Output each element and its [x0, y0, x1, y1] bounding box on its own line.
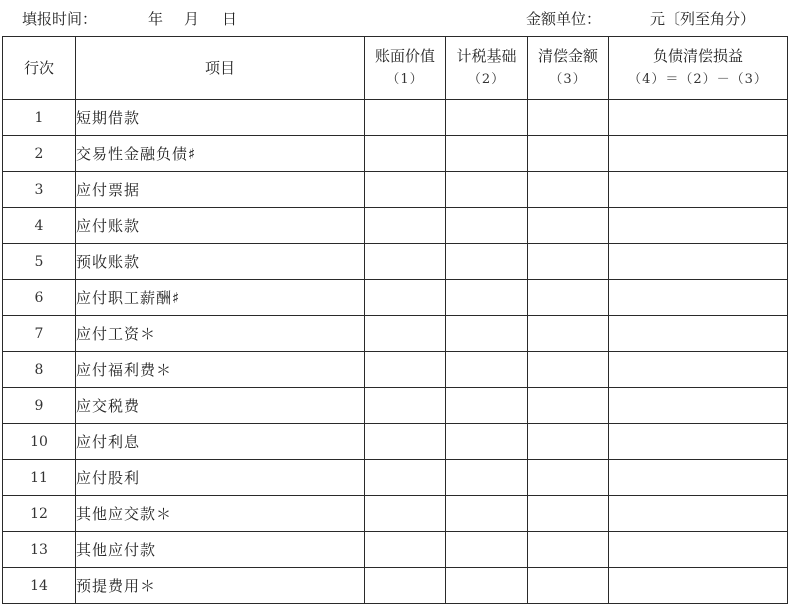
book-value-cell[interactable] — [365, 352, 446, 388]
table-row — [3, 280, 788, 316]
year-label: 年 — [148, 10, 164, 28]
settlement-amount-cell[interactable] — [528, 100, 609, 136]
col-header-tax-base — [446, 37, 528, 100]
col-header-book-value — [365, 37, 446, 100]
gain-loss-cell[interactable] — [609, 460, 788, 496]
table-header-row — [3, 37, 788, 100]
col-header-book-value-label: 账面价值 — [374, 47, 435, 65]
settlement-amount-cell[interactable] — [528, 460, 609, 496]
item-name: 应付工资＊ — [76, 316, 365, 352]
book-value-cell[interactable] — [365, 388, 446, 424]
tax-base-cell[interactable] — [446, 280, 528, 316]
table-row — [3, 100, 788, 136]
tax-base-cell[interactable] — [446, 424, 528, 460]
amount-unit-label: 金额单位： — [526, 10, 602, 28]
table-row — [3, 352, 788, 388]
tax-base-cell[interactable] — [446, 172, 528, 208]
item-name: 应付账款 — [76, 208, 365, 244]
settlement-amount-cell[interactable] — [528, 172, 609, 208]
col-header-tax-base-label: 计税基础 — [456, 47, 517, 65]
liability-settlement-table — [2, 36, 788, 604]
row-number: 5 — [3, 244, 76, 280]
row-number: 7 — [3, 316, 76, 352]
book-value-cell[interactable] — [365, 424, 446, 460]
gain-loss-cell[interactable] — [609, 172, 788, 208]
book-value-cell[interactable] — [365, 316, 446, 352]
table-row — [3, 568, 788, 604]
gain-loss-cell[interactable] — [609, 208, 788, 244]
book-value-cell[interactable] — [365, 532, 446, 568]
table-row — [3, 460, 788, 496]
book-value-cell[interactable] — [365, 208, 446, 244]
settlement-amount-cell[interactable] — [528, 496, 609, 532]
item-name: 应付福利费＊ — [76, 352, 365, 388]
book-value-cell[interactable] — [365, 136, 446, 172]
row-number: 12 — [3, 496, 76, 532]
book-value-cell[interactable] — [365, 244, 446, 280]
table-row — [3, 316, 788, 352]
gain-loss-cell[interactable] — [609, 100, 788, 136]
table-row — [3, 424, 788, 460]
settlement-amount-cell[interactable] — [528, 136, 609, 172]
tax-base-cell[interactable] — [446, 208, 528, 244]
col-header-settlement-no: （3） — [549, 72, 587, 87]
col-header-gain-loss — [609, 37, 788, 100]
tax-base-cell[interactable] — [446, 244, 528, 280]
gain-loss-cell[interactable] — [609, 352, 788, 388]
settlement-amount-cell[interactable] — [528, 424, 609, 460]
item-name: 交易性金融负债♯ — [76, 136, 365, 172]
book-value-cell[interactable] — [365, 172, 446, 208]
tax-base-cell[interactable] — [446, 496, 528, 532]
table-row — [3, 136, 788, 172]
row-number: 6 — [3, 280, 76, 316]
row-number: 10 — [3, 424, 76, 460]
book-value-cell[interactable] — [365, 460, 446, 496]
row-number: 14 — [3, 568, 76, 604]
table-row — [3, 532, 788, 568]
row-number: 9 — [3, 388, 76, 424]
tax-base-cell[interactable] — [446, 316, 528, 352]
item-name: 应交税费 — [76, 388, 365, 424]
table-row — [3, 244, 788, 280]
col-header-item: 项目 — [76, 37, 365, 100]
book-value-cell[interactable] — [365, 280, 446, 316]
settlement-amount-cell[interactable] — [528, 244, 609, 280]
settlement-amount-cell[interactable] — [528, 388, 609, 424]
tax-base-cell[interactable] — [446, 568, 528, 604]
col-header-row-no: 行次 — [3, 37, 76, 100]
tax-base-cell[interactable] — [446, 388, 528, 424]
item-name: 预提费用＊ — [76, 568, 365, 604]
book-value-cell[interactable] — [365, 496, 446, 532]
row-number: 3 — [3, 172, 76, 208]
settlement-amount-cell[interactable] — [528, 280, 609, 316]
item-name: 应付票据 — [76, 172, 365, 208]
row-number: 1 — [3, 100, 76, 136]
book-value-cell[interactable] — [365, 568, 446, 604]
table-body — [3, 100, 788, 604]
col-header-gain-loss-formula: （4）＝（2）－（3） — [628, 72, 768, 87]
tax-base-cell[interactable] — [446, 100, 528, 136]
gain-loss-cell[interactable] — [609, 136, 788, 172]
col-header-settlement — [528, 37, 609, 100]
month-label: 月 — [184, 10, 200, 28]
gain-loss-cell[interactable] — [609, 244, 788, 280]
item-name: 预收账款 — [76, 244, 365, 280]
settlement-amount-cell[interactable] — [528, 208, 609, 244]
item-name: 短期借款 — [76, 100, 365, 136]
item-name: 其他应交款＊ — [76, 496, 365, 532]
table-row — [3, 496, 788, 532]
fill-date-label: 填报时间： — [22, 10, 98, 28]
settlement-amount-cell[interactable] — [528, 568, 609, 604]
row-number: 13 — [3, 532, 76, 568]
tax-base-cell[interactable] — [446, 352, 528, 388]
row-number: 2 — [3, 136, 76, 172]
col-header-settlement-label: 清偿金额 — [537, 47, 598, 65]
gain-loss-cell[interactable] — [609, 532, 788, 568]
col-header-tax-base-no: （2） — [467, 72, 506, 87]
item-name: 应付利息 — [76, 424, 365, 460]
col-header-book-value-no: （1） — [386, 72, 424, 87]
tax-base-cell[interactable] — [446, 136, 528, 172]
day-label: 日 — [222, 10, 238, 28]
settlement-amount-cell[interactable] — [528, 352, 609, 388]
item-name: 其他应付款 — [76, 532, 365, 568]
settlement-amount-cell[interactable] — [528, 316, 609, 352]
book-value-cell[interactable] — [365, 100, 446, 136]
row-number: 11 — [3, 460, 76, 496]
gain-loss-cell[interactable] — [609, 568, 788, 604]
tax-base-cell[interactable] — [446, 460, 528, 496]
gain-loss-cell[interactable] — [609, 496, 788, 532]
gain-loss-cell[interactable] — [609, 388, 788, 424]
table-row — [3, 172, 788, 208]
row-number: 4 — [3, 208, 76, 244]
settlement-amount-cell[interactable] — [528, 532, 609, 568]
table-row — [3, 208, 788, 244]
gain-loss-cell[interactable] — [609, 424, 788, 460]
tax-base-cell[interactable] — [446, 532, 528, 568]
gain-loss-cell[interactable] — [609, 316, 788, 352]
item-name: 应付股利 — [76, 460, 365, 496]
row-number: 8 — [3, 352, 76, 388]
form-header — [0, 0, 788, 36]
col-header-gain-loss-label: 负债清偿损益 — [652, 47, 743, 65]
gain-loss-cell[interactable] — [609, 280, 788, 316]
table-row — [3, 388, 788, 424]
item-name: 应付职工薪酬♯ — [76, 280, 365, 316]
amount-unit-value: 元〔列至角分） — [650, 10, 756, 28]
